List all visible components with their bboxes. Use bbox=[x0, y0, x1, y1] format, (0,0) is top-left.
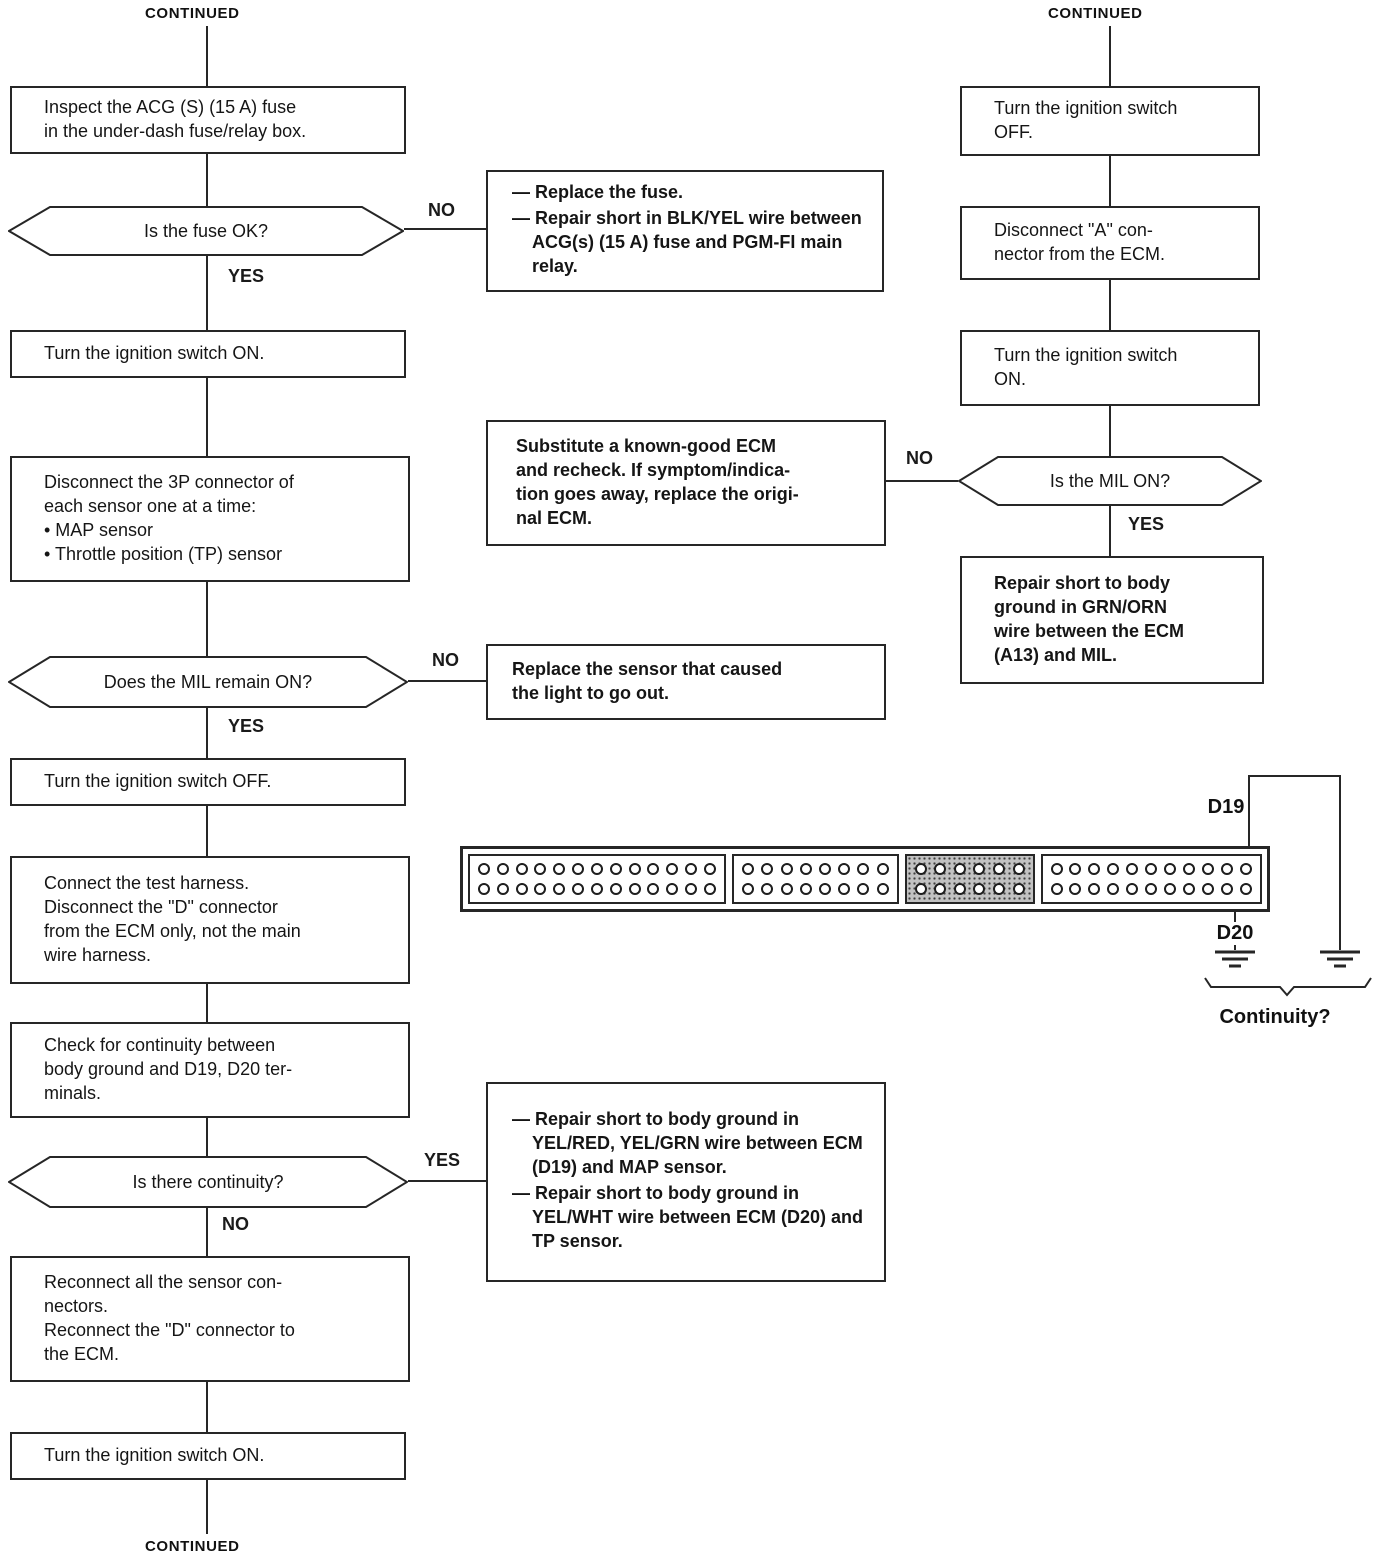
step-bullet: • MAP sensor bbox=[44, 520, 154, 540]
decision-label: Is there continuity? bbox=[132, 1171, 284, 1192]
step-text: Disconnect the 3P connector of bbox=[44, 472, 294, 493]
decision-label: Is the MIL ON? bbox=[1049, 470, 1171, 491]
continued-top-right: CONTINUED bbox=[1048, 5, 1143, 22]
step-text: nector from the ECM. bbox=[994, 244, 1166, 264]
result-item: — Replace the fuse. bbox=[512, 182, 684, 203]
step-ignition-off bbox=[10, 758, 406, 806]
connector-line bbox=[206, 1480, 208, 1534]
connector-line bbox=[1109, 280, 1111, 330]
connector-pin-icon bbox=[666, 883, 678, 895]
connector-pin-icon bbox=[1164, 863, 1176, 875]
step-text: Check for continuity between bbox=[44, 1035, 276, 1056]
connector-line bbox=[206, 154, 208, 206]
result-repair-short-d bbox=[486, 1082, 886, 1282]
step-text: nectors. bbox=[44, 1296, 109, 1317]
result-replace-fuse bbox=[486, 170, 884, 292]
result-item: — Repair short in BLK/YEL wire between ACG(s) (15 A) fuse and PGM-FI main relay. bbox=[512, 208, 862, 276]
result-text: (A13) and MIL. bbox=[994, 644, 1118, 665]
connector-pin-icon bbox=[838, 883, 850, 895]
step-text: Turn the ignition switch bbox=[994, 345, 1178, 366]
connector-pin-icon bbox=[516, 863, 528, 875]
decision-mil-remain bbox=[8, 656, 408, 708]
decision-label: Is the fuse OK? bbox=[143, 220, 269, 241]
connector-line bbox=[206, 1208, 208, 1256]
ecm-connector-box bbox=[460, 846, 1270, 912]
connector-pin-icon bbox=[819, 883, 831, 895]
connector-pin-icon bbox=[553, 863, 565, 875]
connector-pin-icon bbox=[877, 863, 889, 875]
connector-pin-icon bbox=[610, 863, 622, 875]
connector-pin-icon bbox=[685, 883, 697, 895]
connector-pin-icon bbox=[915, 883, 927, 895]
step-check-continuity bbox=[10, 1022, 410, 1118]
terminal-label-d20: D20 bbox=[1206, 922, 1264, 945]
connector-line bbox=[404, 228, 486, 230]
step-text: Connect the test harness. bbox=[44, 873, 250, 894]
connector-pin-icon bbox=[1240, 863, 1252, 875]
branch-yes: YES bbox=[1128, 514, 1165, 534]
connector-line bbox=[886, 480, 958, 482]
connector-pin-icon bbox=[1183, 863, 1195, 875]
step-text: ON. bbox=[994, 369, 1027, 389]
connector-pin-icon bbox=[1013, 883, 1025, 895]
connector-pin-icon bbox=[1221, 863, 1233, 875]
ground-icon bbox=[1215, 952, 1255, 966]
step-text: Inspect the ACG (S) (15 A) fuse bbox=[44, 97, 297, 118]
connector-pin-icon bbox=[1088, 863, 1100, 875]
ecm-connector-section-c bbox=[905, 854, 1035, 904]
connector-pin-icon bbox=[534, 863, 546, 875]
connector-line bbox=[206, 1382, 208, 1432]
connector-pin-icon bbox=[934, 863, 946, 875]
step-text: Turn the ignition switch ON. bbox=[44, 1445, 265, 1466]
step-ignition-on-1 bbox=[10, 330, 406, 378]
branch-no: NO bbox=[906, 448, 933, 468]
ground-icon bbox=[1320, 952, 1360, 966]
connector-pin-icon bbox=[572, 883, 584, 895]
connector-pin-icon bbox=[534, 883, 546, 895]
connector-pin-icon bbox=[1145, 883, 1157, 895]
connector-pin-icon bbox=[478, 883, 490, 895]
connector-pin-icon bbox=[742, 883, 754, 895]
result-text: and recheck. If symptom/indica- bbox=[516, 460, 791, 481]
connector-pin-icon bbox=[934, 883, 946, 895]
connector-pin-row bbox=[478, 863, 716, 875]
connector-pin-icon bbox=[704, 863, 716, 875]
ecm-connector-section-d bbox=[1041, 854, 1262, 904]
connector-pin-row bbox=[478, 883, 716, 895]
step-text: minals. bbox=[44, 1082, 102, 1103]
branch-yes: YES bbox=[228, 266, 265, 286]
connector-line bbox=[206, 806, 208, 856]
step-text: Turn the ignition switch bbox=[994, 98, 1178, 119]
step-text: Reconnect the "D" connector to bbox=[44, 1320, 295, 1340]
connector-line bbox=[1109, 506, 1111, 556]
connector-line bbox=[206, 378, 208, 456]
step-text: OFF. bbox=[994, 122, 1033, 142]
connector-line bbox=[1109, 406, 1111, 456]
connector-line bbox=[206, 582, 208, 656]
branch-no: NO bbox=[432, 650, 459, 670]
branch-no: NO bbox=[428, 200, 455, 220]
result-text: Replace the sensor that caused bbox=[512, 659, 783, 680]
step-text: wire harness. bbox=[44, 944, 152, 965]
connector-pin-icon bbox=[1051, 883, 1063, 895]
connector-pin-icon bbox=[761, 883, 773, 895]
connector-pin-icon bbox=[781, 863, 793, 875]
connector-pin-icon bbox=[478, 863, 490, 875]
connector-pin-icon bbox=[1126, 863, 1138, 875]
connector-pin-icon bbox=[516, 883, 528, 895]
decision-mil-on bbox=[958, 456, 1262, 506]
connector-line bbox=[408, 1180, 486, 1182]
connector-pin-icon bbox=[647, 863, 659, 875]
connector-pin-icon bbox=[497, 883, 509, 895]
decision-fuse-ok bbox=[8, 206, 404, 256]
connector-pin-icon bbox=[1107, 863, 1119, 875]
connector-line bbox=[408, 680, 486, 682]
connector-line bbox=[206, 26, 208, 86]
step-r-disconnect-a bbox=[960, 206, 1260, 280]
connector-pin-icon bbox=[629, 863, 641, 875]
connector-pin-icon bbox=[761, 863, 773, 875]
result-text: ground in GRN/ORN bbox=[994, 597, 1167, 618]
connector-pin-icon bbox=[629, 883, 641, 895]
step-text: Disconnect the "D" connector bbox=[44, 897, 278, 918]
branch-yes: YES bbox=[228, 716, 265, 736]
step-r-ignition-off bbox=[960, 86, 1260, 156]
connector-line bbox=[206, 708, 208, 758]
connector-pin-icon bbox=[973, 883, 985, 895]
connector-pin-icon bbox=[591, 863, 603, 875]
connector-pin-icon bbox=[1126, 883, 1138, 895]
step-connect-test-harness bbox=[10, 856, 410, 984]
result-text: Substitute a known-good ECM bbox=[516, 436, 776, 457]
continued-top-left: CONTINUED bbox=[145, 5, 240, 22]
connector-pin-icon bbox=[915, 863, 927, 875]
result-text: tion goes away, replace the origi- bbox=[516, 484, 799, 504]
brace-icon bbox=[1205, 978, 1371, 995]
branch-yes: YES bbox=[424, 1150, 461, 1170]
connector-pin-icon bbox=[1013, 863, 1025, 875]
step-text: body ground and D19, D20 ter- bbox=[44, 1059, 293, 1080]
connector-pin-icon bbox=[993, 883, 1005, 895]
result-replace-sensor bbox=[486, 644, 886, 720]
connector-pin-icon bbox=[685, 863, 697, 875]
connector-pin-icon bbox=[993, 863, 1005, 875]
connector-pin-icon bbox=[857, 883, 869, 895]
ecm-connector-section-b bbox=[732, 854, 899, 904]
connector-pin-row bbox=[915, 883, 1025, 895]
step-r-ignition-on bbox=[960, 330, 1260, 406]
connector-pin-icon bbox=[1088, 883, 1100, 895]
connector-pin-icon bbox=[591, 883, 603, 895]
connector-line bbox=[206, 984, 208, 1022]
connector-pin-icon bbox=[572, 863, 584, 875]
connector-line bbox=[1109, 26, 1111, 86]
step-bullet: • Throttle position (TP) sensor bbox=[44, 543, 283, 564]
step-text: in the under-dash fuse/relay box. bbox=[44, 121, 307, 141]
connector-pin-icon bbox=[838, 863, 850, 875]
result-substitute-ecm bbox=[486, 420, 886, 546]
connector-pin-icon bbox=[647, 883, 659, 895]
step-text: the ECM. bbox=[44, 1343, 120, 1364]
connector-pin-row bbox=[915, 863, 1025, 875]
result-text: the light to go out. bbox=[512, 683, 669, 703]
connector-pin-icon bbox=[497, 863, 509, 875]
connector-pin-icon bbox=[954, 883, 966, 895]
connector-pin-icon bbox=[553, 883, 565, 895]
connector-pin-icon bbox=[666, 863, 678, 875]
result-text: wire between the ECM bbox=[994, 621, 1185, 641]
connector-pin-icon bbox=[1202, 883, 1214, 895]
connector-pin-icon bbox=[1145, 863, 1157, 875]
result-item: — Repair short to body ground in YEL/WHT wire between ECM (D20) and TP sensor. bbox=[512, 1183, 864, 1251]
continuity-label: Continuity? bbox=[1210, 1006, 1340, 1029]
connector-pin-icon bbox=[1183, 883, 1195, 895]
step-inspect-fuse bbox=[10, 86, 406, 154]
connector-pin-icon bbox=[1240, 883, 1252, 895]
connector-line bbox=[1109, 156, 1111, 206]
connector-pin-row bbox=[742, 863, 889, 875]
connector-pin-icon bbox=[1221, 883, 1233, 895]
connector-pin-icon bbox=[1051, 863, 1063, 875]
step-ignition-on-2 bbox=[10, 1432, 406, 1480]
result-item: — Repair short to body ground in YEL/RED, YEL/GRN wire between ECM (D19) and MAP sensor. bbox=[512, 1109, 863, 1178]
step-text: each sensor one at a time: bbox=[44, 496, 257, 517]
connector-pin-icon bbox=[819, 863, 831, 875]
connector-pin-icon bbox=[857, 863, 869, 875]
result-text: nal ECM. bbox=[516, 507, 593, 528]
terminal-label-d19: D19 bbox=[1204, 796, 1248, 819]
result-repair-short-a13 bbox=[960, 556, 1264, 684]
decision-continuity bbox=[8, 1156, 408, 1208]
connector-line bbox=[206, 1118, 208, 1156]
connector-pin-icon bbox=[1107, 883, 1119, 895]
result-text: Repair short to body bbox=[994, 573, 1171, 594]
connector-pin-icon bbox=[1202, 863, 1214, 875]
connector-pin-icon bbox=[742, 863, 754, 875]
connector-pin-icon bbox=[800, 883, 812, 895]
connector-pin-icon bbox=[1069, 883, 1081, 895]
step-reconnect bbox=[10, 1256, 410, 1382]
connector-pin-row bbox=[1051, 863, 1252, 875]
ecm-connector-section-a bbox=[468, 854, 726, 904]
step-text: Disconnect "A" con- bbox=[994, 220, 1153, 241]
connector-pin-icon bbox=[1164, 883, 1176, 895]
step-text: from the ECM only, not the main bbox=[44, 921, 301, 941]
step-text: Reconnect all the sensor con- bbox=[44, 1272, 283, 1293]
step-text: Turn the ignition switch OFF. bbox=[44, 771, 272, 792]
connector-pin-icon bbox=[1069, 863, 1081, 875]
connector-pin-icon bbox=[877, 883, 889, 895]
branch-no: NO bbox=[222, 1214, 249, 1234]
connector-pin-icon bbox=[800, 863, 812, 875]
connector-pin-icon bbox=[973, 863, 985, 875]
connector-line bbox=[206, 256, 208, 330]
decision-label: Does the MIL remain ON? bbox=[103, 671, 313, 692]
step-disconnect-3p bbox=[10, 456, 410, 582]
step-text: Turn the ignition switch ON. bbox=[44, 343, 265, 364]
connector-pin-row bbox=[742, 883, 889, 895]
connector-pin-icon bbox=[954, 863, 966, 875]
connector-pin-icon bbox=[781, 883, 793, 895]
connector-pin-row bbox=[1051, 883, 1252, 895]
connector-pin-icon bbox=[704, 883, 716, 895]
connector-pin-icon bbox=[610, 883, 622, 895]
continued-bottom: CONTINUED bbox=[145, 1538, 240, 1555]
